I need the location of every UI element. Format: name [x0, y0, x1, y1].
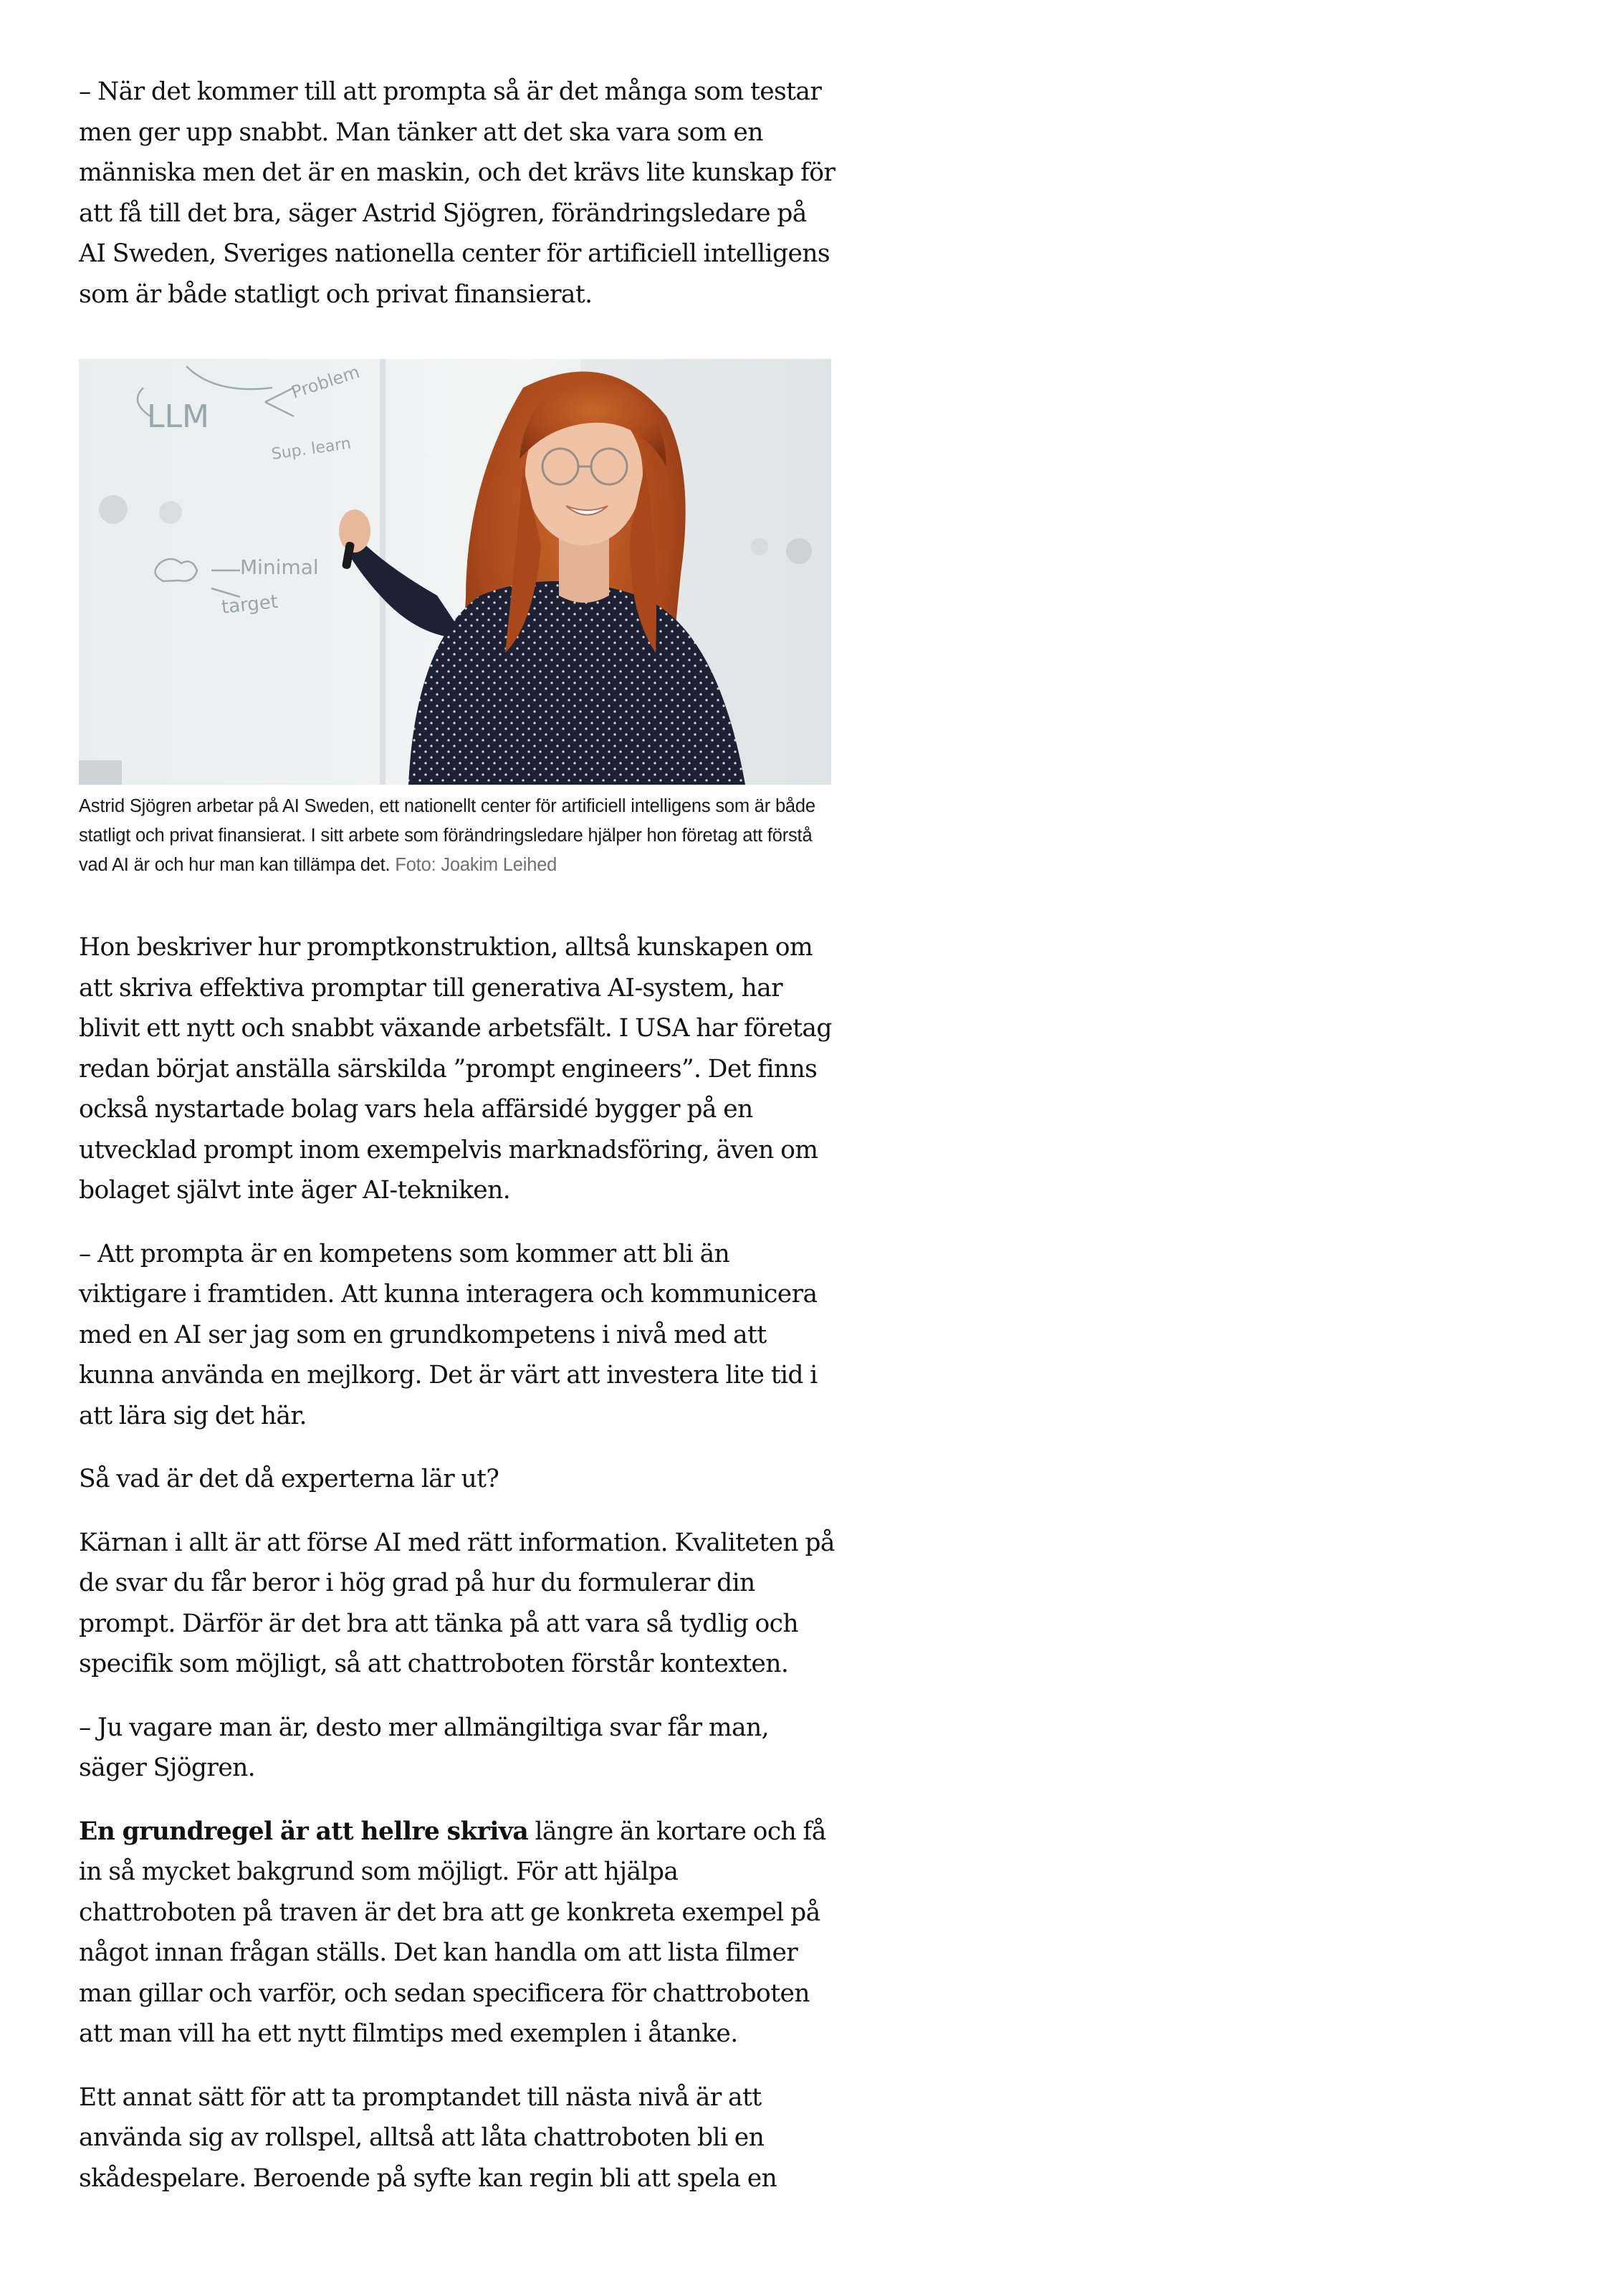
paragraph-quote-competence: – Att prompta är en kompetens som kommer att bli än viktigare i framtiden. Att kunna interagera och kommunicera med en AI ser jag som en grundkompetens i nivå med att kunna använda en mejlkorg. Det är värt att investera lite tid i att lära sig det här. [79, 1239, 818, 1430]
caption-text: Astrid Sjögren arbetar på AI Sweden, ett nationellt center för artificiell intelligens som är både statligt och privat finansierat. I sitt arbete som förändringsledare hjälper hon företag att förstå vad AI är och hur man kan tillämpa det. [79, 796, 815, 875]
article-body [79, 72, 838, 2199]
paragraph-basic-rule [79, 1812, 838, 2055]
whiteboard-word-llm: LLM [147, 398, 209, 435]
paragraph-question: Så vad är det då experterna lär ut? [79, 1465, 499, 1493]
photo-illustration [79, 359, 831, 785]
paragraph-roleplay: Ett annat sätt för att ta promptandet till nästa nivå är att använda sig av rollspel, alltså att låta chattroboten bli en skådespelare. Beroende på syfte kan regin bli att spela en [79, 2082, 777, 2193]
photo-credit: Foto: Joakim Leihed [395, 855, 557, 875]
whiteboard-word-minimal: Minimal [240, 555, 319, 579]
whiteboard-word-target: target [220, 590, 279, 618]
photo-caption [79, 792, 831, 880]
article-figure [79, 359, 831, 880]
whiteboard-word-sup-learn: Sup. learn [270, 434, 353, 464]
paragraph-quote-vague: – Ju vagare man är, desto mer allmängiltiga svar får man, säger Sjögren. [79, 1713, 769, 1782]
article-photo [79, 359, 831, 785]
paragraph-prompt-construction: Hon beskriver hur promptkonstruktion, alltså kunskapen om att skriva effektiva promptar till generativa AI-system, har blivit ett nytt och snabbt växande arbetsfält. I USA har företag redan börjat anställa särskilda ”prompt engineers”. Det finns också nystartade bolag vars hela affärsidé bygger på en utvecklad prompt inom exempelvis marknadsföring, även om bolaget självt inte äger AI-tekniken. [79, 933, 832, 1205]
paragraph-basic-rule-text: längre än kortare och få in så mycket bakgrund som möjligt. För att hjälpa chattroboten på traven är det bra att ge konkreta exempel på något innan frågan ställs. Det kan handla om att lista filmer man gillar och varför, och sedan specificera för chattroboten att man vill ha ett nytt filmtips med exemplen i åtanke. [79, 1817, 826, 2048]
paragraph-quote-intro: – När det kommer till att prompta så är det många som testar men ger upp snabbt. Man tänker att det ska vara som en människa men det är en maskin, och det krävs lite kunskap för att få till det bra, säger Astrid Sjögren, förändringsledare på AI Sweden, Sveriges nationella center för artificiell intelligens som är både statligt och privat finansierat. [79, 77, 836, 309]
paragraph-core-information: Kärnan i allt är att förse AI med rätt information. Kvaliteten på de svar du får beror i hög grad på hur du formulerar din prompt. Därför är det bra att tänka på att vara så tydlig och specifik som möjligt, så att chattroboten förstår kontexten. [79, 1528, 835, 1678]
bold-lead-in: En grundregel är att hellre skriva [79, 1817, 529, 1846]
whiteboard-word-problem: Problem [289, 361, 363, 403]
